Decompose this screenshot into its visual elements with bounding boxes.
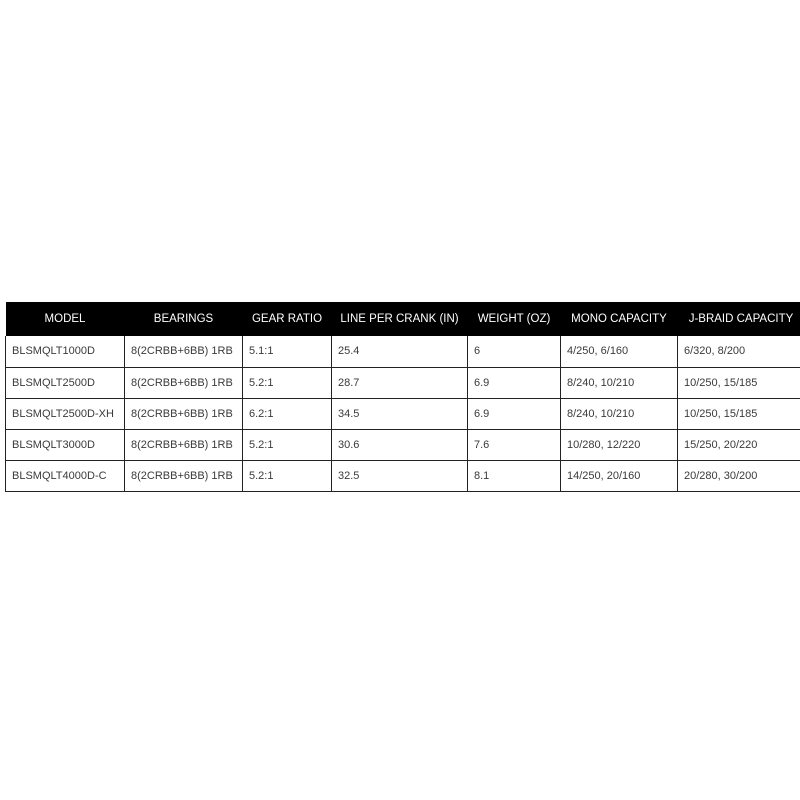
header-line-per-crank: LINE PER CRANK (IN) — [332, 302, 468, 336]
cell-bearings: 8(2CRBB+6BB) 1RB — [125, 460, 243, 491]
spec-table — [5, 302, 800, 492]
cell-line-per-crank: 34.5 — [332, 398, 468, 429]
cell-model: BLSMQLT2500D-XH — [6, 398, 125, 429]
header-model: MODEL — [6, 302, 125, 336]
header-weight: WEIGHT (OZ) — [468, 302, 561, 336]
cell-gear-ratio: 5.2:1 — [243, 460, 332, 491]
cell-line-per-crank: 32.5 — [332, 460, 468, 491]
cell-j-braid-capacity: 6/320, 8/200 — [678, 336, 800, 367]
table-row — [6, 429, 800, 460]
cell-mono-capacity: 8/240, 10/210 — [561, 398, 678, 429]
table-row — [6, 460, 800, 491]
cell-j-braid-capacity: 15/250, 20/220 — [678, 429, 800, 460]
header-j-braid-capacity: J-BRAID CAPACITY — [678, 302, 800, 336]
table-row — [6, 398, 800, 429]
header-mono-capacity: MONO CAPACITY — [561, 302, 678, 336]
cell-mono-capacity: 14/250, 20/160 — [561, 460, 678, 491]
cell-gear-ratio: 6.2:1 — [243, 398, 332, 429]
cell-model: BLSMQLT4000D-C — [6, 460, 125, 491]
header-row — [6, 302, 800, 336]
spec-table-container — [5, 302, 800, 492]
cell-model: BLSMQLT3000D — [6, 429, 125, 460]
cell-bearings: 8(2CRBB+6BB) 1RB — [125, 367, 243, 398]
cell-j-braid-capacity: 10/250, 15/185 — [678, 367, 800, 398]
cell-line-per-crank: 30.6 — [332, 429, 468, 460]
cell-mono-capacity: 4/250, 6/160 — [561, 336, 678, 367]
cell-gear-ratio: 5.2:1 — [243, 429, 332, 460]
cell-line-per-crank: 25.4 — [332, 336, 468, 367]
table-row — [6, 336, 800, 367]
cell-weight: 6.9 — [468, 367, 561, 398]
cell-model: BLSMQLT1000D — [6, 336, 125, 367]
cell-bearings: 8(2CRBB+6BB) 1RB — [125, 336, 243, 367]
cell-bearings: 8(2CRBB+6BB) 1RB — [125, 398, 243, 429]
cell-line-per-crank: 28.7 — [332, 367, 468, 398]
cell-mono-capacity: 10/280, 12/220 — [561, 429, 678, 460]
cell-model: BLSMQLT2500D — [6, 367, 125, 398]
cell-weight: 8.1 — [468, 460, 561, 491]
cell-weight: 6 — [468, 336, 561, 367]
cell-mono-capacity: 8/240, 10/210 — [561, 367, 678, 398]
cell-j-braid-capacity: 10/250, 15/185 — [678, 398, 800, 429]
cell-j-braid-capacity: 20/280, 30/200 — [678, 460, 800, 491]
cell-weight: 6.9 — [468, 398, 561, 429]
cell-gear-ratio: 5.2:1 — [243, 367, 332, 398]
cell-weight: 7.6 — [468, 429, 561, 460]
cell-gear-ratio: 5.1:1 — [243, 336, 332, 367]
header-gear-ratio: GEAR RATIO — [243, 302, 332, 336]
cell-bearings: 8(2CRBB+6BB) 1RB — [125, 429, 243, 460]
table-row — [6, 367, 800, 398]
header-bearings: BEARINGS — [125, 302, 243, 336]
